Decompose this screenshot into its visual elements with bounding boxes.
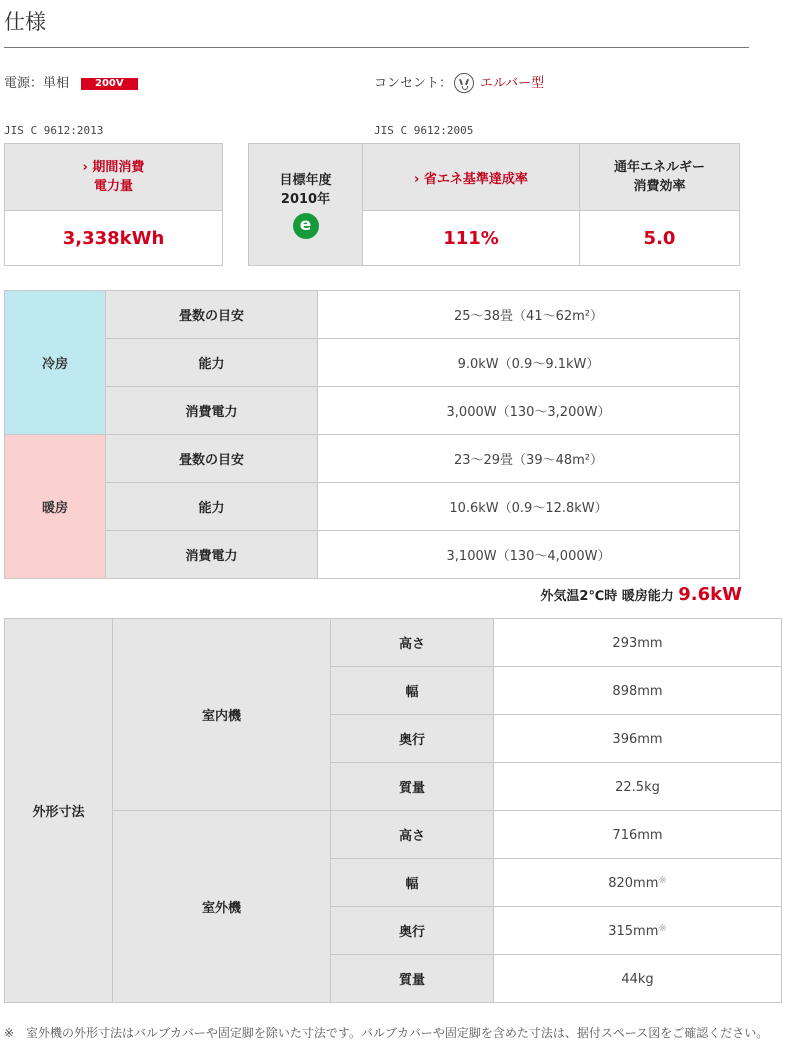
page-title: 仕様 xyxy=(4,10,46,34)
row-label: 質量 xyxy=(331,763,494,811)
achievement-header: › 省エネ基準達成率 xyxy=(414,171,528,187)
apf-header-cell xyxy=(580,144,740,211)
row-label: 高さ xyxy=(331,811,494,859)
achievement-link[interactable] xyxy=(363,144,580,211)
table-row xyxy=(5,339,740,387)
outlet-spec xyxy=(374,72,544,93)
jis-standard-2005: JIS C 9612:2005 xyxy=(374,124,474,137)
apf-value: 5.0 xyxy=(643,227,676,249)
footnote: ※ 室外機の外形寸法はバルブカバーや固定脚を除いた寸法です。バルブカバーや固定脚を含めた寸法は、据付スペース図をご確認ください。 xyxy=(4,1026,769,1040)
row-value: 315mm※ xyxy=(494,907,782,955)
low-temp-label: 外気温2℃時 暖房能力 xyxy=(540,589,674,604)
row-value: 9.0kW（0.9～9.1kW） xyxy=(318,339,740,387)
row-label: 畳数の目安 xyxy=(106,435,318,483)
row-value: 3,100W（130～4,000W） xyxy=(318,531,740,579)
row-value: 820mm※ xyxy=(494,859,782,907)
cooling-label: 冷房 xyxy=(5,291,106,435)
elbar-outlet-icon xyxy=(454,73,474,93)
table-row xyxy=(5,811,782,859)
row-label: 消費電力 xyxy=(106,531,318,579)
table-row xyxy=(5,387,740,435)
footnote-mark: ※ xyxy=(658,922,667,934)
annual-power-header: › 期間消費 電力量 xyxy=(82,160,145,194)
row-value: 396mm xyxy=(494,715,782,763)
row-value: 22.5kg xyxy=(494,763,782,811)
row-value: 293mm xyxy=(494,619,782,667)
heating-label: 暖房 xyxy=(5,435,106,579)
row-label: 幅 xyxy=(331,667,494,715)
row-label: 畳数の目安 xyxy=(106,291,318,339)
row-value: 23～29畳（39～48m²） xyxy=(318,435,740,483)
low-temp-value: 9.6kW xyxy=(678,584,742,605)
row-value: 25～38畳（41～62m²） xyxy=(318,291,740,339)
annual-power-box xyxy=(4,143,223,266)
row-label: 消費電力 xyxy=(106,387,318,435)
outdoor-unit-label: 室外機 xyxy=(113,811,331,1003)
eco-mark-icon: e xyxy=(293,213,319,239)
row-value: 10.6kW（0.9～12.8kW） xyxy=(318,483,740,531)
low-temp-heating-note xyxy=(540,584,742,605)
row-label: 幅 xyxy=(331,859,494,907)
dimensions-label: 外形寸法 xyxy=(5,619,113,1003)
row-label: 能力 xyxy=(106,483,318,531)
dimensions-table xyxy=(4,618,782,1003)
annual-power-value: 3,338kWh xyxy=(62,227,165,249)
outlet-type: エルバー型 xyxy=(480,76,545,91)
footnote-mark: ※ xyxy=(658,874,667,886)
table-row xyxy=(5,291,740,339)
table-row xyxy=(5,483,740,531)
row-value: 3,000W（130～3,200W） xyxy=(318,387,740,435)
voltage-badge: 200V xyxy=(81,78,138,90)
title-divider xyxy=(4,47,749,48)
table-row xyxy=(5,435,740,483)
efficiency-box xyxy=(248,143,740,266)
power-label: 電源：単相 xyxy=(4,76,70,91)
capacity-table xyxy=(4,290,740,579)
row-label: 奥行 xyxy=(331,907,494,955)
indoor-unit-label: 室内機 xyxy=(113,619,331,811)
outlet-label: コンセント： xyxy=(374,76,453,91)
row-label: 質量 xyxy=(331,955,494,1003)
jis-standard-2013: JIS C 9612:2013 xyxy=(4,124,104,137)
table-row xyxy=(5,619,782,667)
table-row xyxy=(5,531,740,579)
row-label: 高さ xyxy=(331,619,494,667)
achievement-value: 111% xyxy=(443,227,499,249)
row-value: 44kg xyxy=(494,955,782,1003)
power-spec xyxy=(4,72,138,91)
target-year-label: 目標年度 2010年 xyxy=(279,172,332,207)
annual-power-link[interactable] xyxy=(5,144,223,211)
row-value: 716mm xyxy=(494,811,782,859)
row-label: 奥行 xyxy=(331,715,494,763)
row-label: 能力 xyxy=(106,339,318,387)
row-value: 898mm xyxy=(494,667,782,715)
target-year-cell xyxy=(249,144,363,266)
apf-header: 通年エネルギー 消費効率 xyxy=(613,160,705,194)
